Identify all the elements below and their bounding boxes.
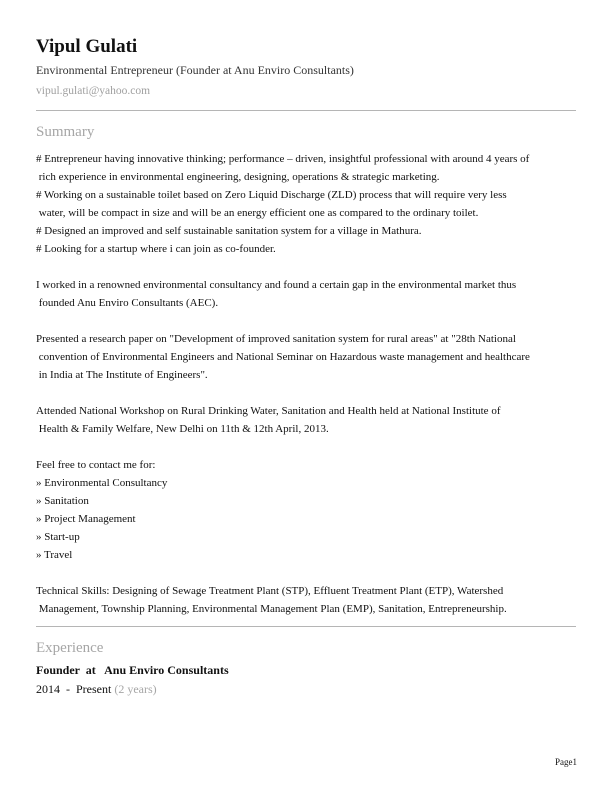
page-number: Page1 [555, 757, 577, 767]
summary-line: Feel free to contact me for: [36, 459, 156, 471]
summary-line: » Start-up [36, 531, 80, 543]
email-address[interactable]: vipul.gulati@yahoo.com [36, 85, 151, 97]
summary-blank-line [36, 312, 581, 330]
experience-heading: Experience [36, 640, 104, 656]
summary-blank-line [36, 384, 581, 402]
job-date-range: 2014 - Present [36, 682, 115, 696]
summary-line: # Designed an improved and self sustainable sanitation system for a village in Mathura. [36, 225, 422, 237]
summary-line: in India at The Institute of Engineers". [36, 369, 208, 381]
summary-line: rich experience in environmental engineering, designing, operations & strategic marketing. [36, 171, 440, 183]
summary-line: » Environmental Consultancy [36, 477, 168, 489]
summary-line: Attended National Workshop on Rural Drinking Water, Sanitation and Health held at National Institute of [36, 405, 501, 417]
summary-line: water, will be compact in size and will be an energy efficient one as compared to the ordinary toilet. [36, 207, 479, 219]
summary-blank-line [36, 438, 581, 456]
summary-line: # Working on a sustainable toilet based on Zero Liquid Discharge (ZLD) process that will require very less [36, 189, 507, 201]
headline: Environmental Entrepreneur (Founder at Anu Enviro Consultants) [36, 63, 354, 77]
summary-line: founded Anu Enviro Consultants (AEC). [36, 297, 219, 309]
section-divider [36, 626, 576, 627]
summary-blank-line [36, 564, 581, 582]
job-duration: (2 years) [114, 682, 157, 696]
section-divider [36, 110, 576, 111]
summary-line: » Travel [36, 549, 73, 561]
job-title: Founder at Anu Enviro Consultants [36, 663, 229, 677]
summary-line: Presented a research paper on "Development of improved sanitation system for rural areas" at "28th National [36, 333, 516, 345]
summary-blank-line [36, 258, 581, 276]
summary-line: Technical Skills: Designing of Sewage Treatment Plant (STP), Effluent Treatment Plant (ETP), Watershed [36, 585, 504, 597]
summary-line: # Looking for a startup where i can join as co-founder. [36, 243, 276, 255]
summary-body [36, 150, 581, 618]
summary-line: » Project Management [36, 513, 136, 525]
summary-line: # Entrepreneur having innovative thinking; performance – driven, insightful professional with around 4 years of [36, 153, 530, 165]
summary-line: Management, Township Planning, Environmental Management Plan (EMP), Sanitation, Entrepreneurship. [36, 603, 507, 615]
job-dates [36, 682, 157, 697]
summary-line: » Sanitation [36, 495, 89, 507]
summary-line: Health & Family Welfare, New Delhi on 11th & 12th April, 2013. [36, 423, 329, 435]
summary-heading: Summary [36, 124, 95, 140]
summary-line: I worked in a renowned environmental consultancy and found a certain gap in the environmental market thus [36, 279, 517, 291]
summary-line: convention of Environmental Engineers and National Seminar on Hazardous waste management and healthcare [36, 351, 530, 363]
person-name: Vipul Gulati [36, 36, 138, 57]
